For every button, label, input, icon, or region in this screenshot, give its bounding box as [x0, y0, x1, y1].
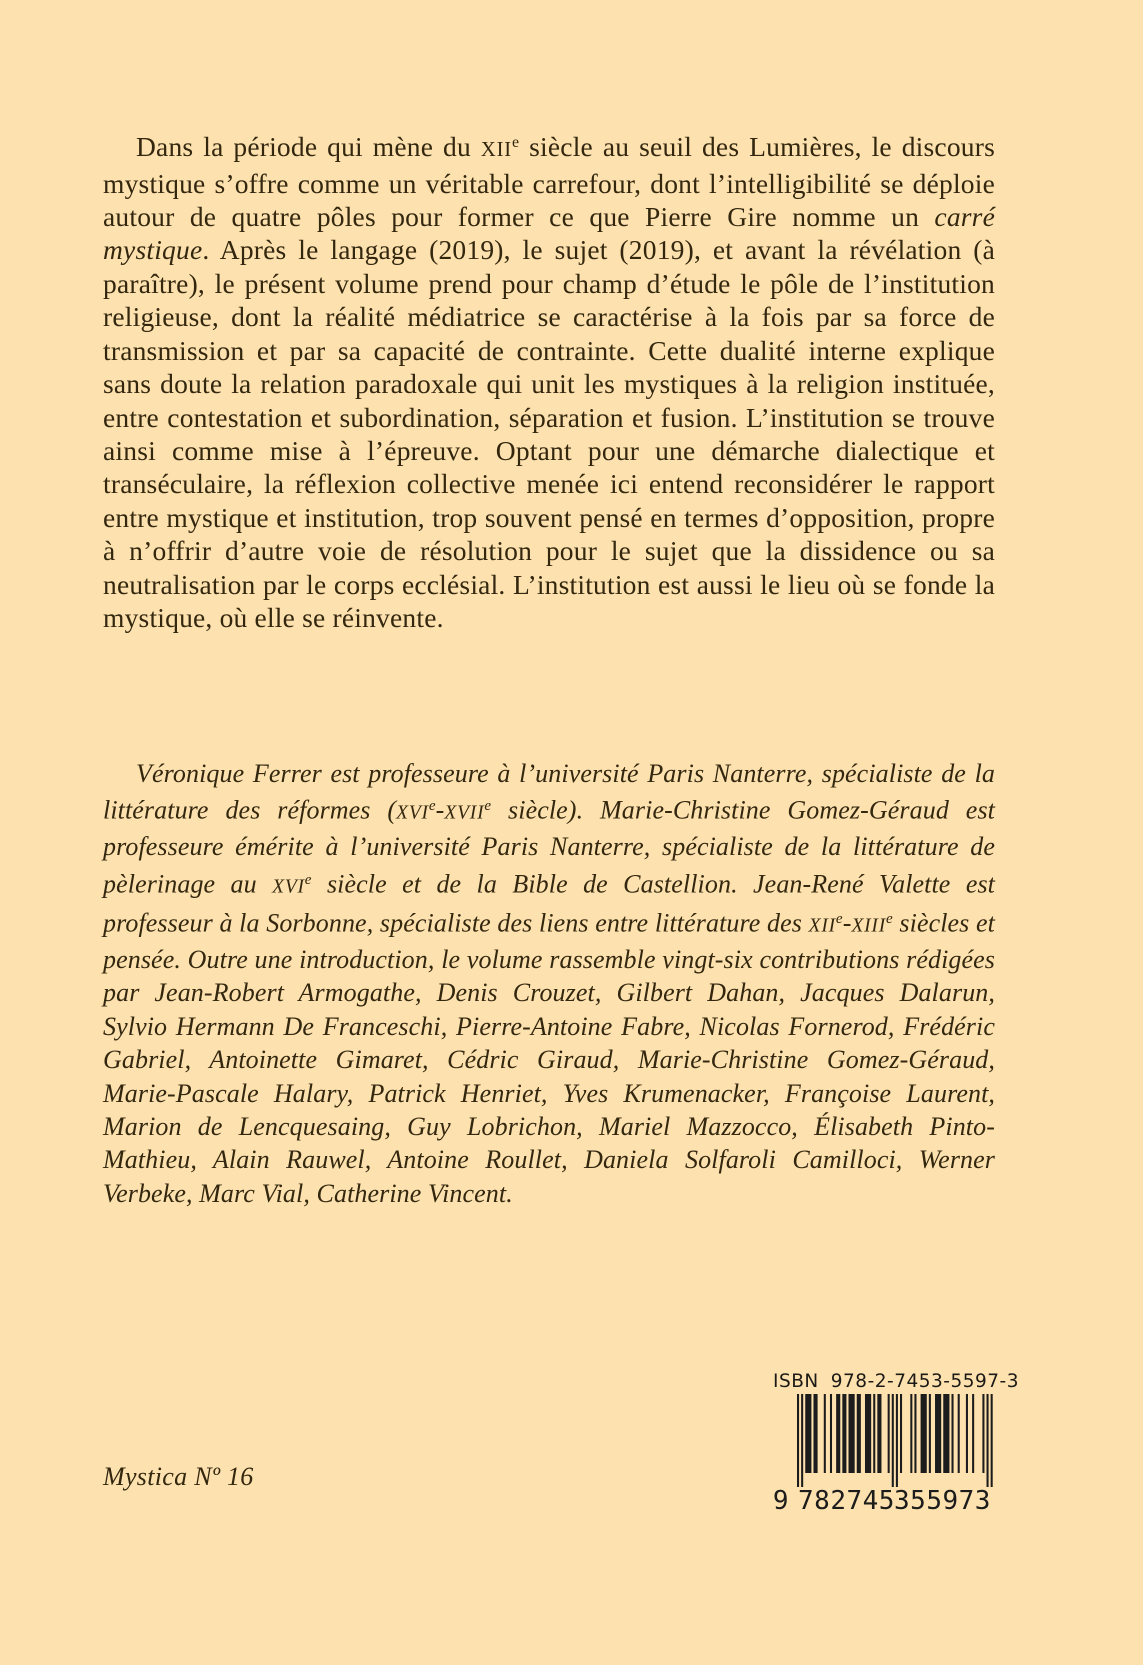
- isbn-barcode-block: [772, 1371, 1019, 1518]
- ean13-barcode: [763, 1394, 995, 1518]
- svg-text:355973: 355973: [894, 1486, 991, 1516]
- isbn-label: ISBN: [773, 1371, 819, 1392]
- collection-label: Mystica Nº 16: [103, 1462, 254, 1491]
- svg-text:9: 9: [772, 1486, 789, 1516]
- svg-text:782745: 782745: [798, 1486, 895, 1516]
- isbn-number: 978-2-7453-5597-3: [830, 1371, 1019, 1392]
- isbn-line: [773, 1371, 1019, 1392]
- authors-note-paragraph: Véronique Ferrer est professeure à l’université Paris Nanterre, spécialiste de la littérature des réformes (XVIe-XVIIe siècle). Marie-Christine Gomez-Géraud est professeure émérite à l’université Paris Nanterre, spécialiste de la littérature de pèlerinage au XVIe siècle et de la Bible de Castellion. Jean-René Valette est professeur à la Sorbonne, spécialiste des liens entre littérature des XIIe-XIIIe siècles et pensée. Outre une introduction, le volume rassemble vingt-six contributions rédigées par Jean-Robert Armogathe, Denis Crouzet, Gilbert Dahan, Jacques Dalarun, Sylvio Hermann De Franceschi, Pierre-Antoine Fabre, Nicolas Fornerod, Frédéric Gabriel, Antoinette Gimaret, Cédric Giraud, Marie-Christine Gomez-Géraud, Marie-Pascale Halary, Patrick Henriet, Yves Krumenacker, Françoise Laurent, Marion de Lencquesaing, Guy Lobrichon, Mariel Mazzocco, Élisabeth Pinto-Mathieu, Alain Rauwel, Antoine Roullet, Daniela Solfaroli Camilloci, Werner Verbeke, Marc Vial, Catherine Vincent.: [103, 759, 996, 1208]
- blurb-paragraph: Dans la période qui mène du XIIe siècle au seuil des Lumières, le discours mystique s’offre comme un véritable carrefour, dont l’intelligibilité se déploie autour de quatre pôles pour former ce que Pierre Gire nomme un carré mystique. Après le langage (2019), le sujet (2019), et avant la révélation (à paraître), le présent volume prend pour champ d’étude le pôle de l’institution religieuse, dont la réalité médiatrice se caractérise à la fois par sa force de transmission et par sa capacité de contrainte. Cette dualité interne explique sans doute la relation paradoxale qui unit les mystiques à la religion instituée, entre contestation et subordination, séparation et fusion. L’institution se trouve ainsi comme mise à l’épreuve. Optant pour une démarche dialectique et transéculaire, la réflexion collective menée ici entend reconsidérer le rapport entre mystique et institution, trop souvent pensé en termes d’opposition, propre à n’offrir d’autre voie de résolution pour le sujet que la dissidence ou sa neutralisation par le corps ecclésial. L’institution est aussi le lieu où se fonde la mystique, où elle se réinvente.: [103, 130, 995, 633]
